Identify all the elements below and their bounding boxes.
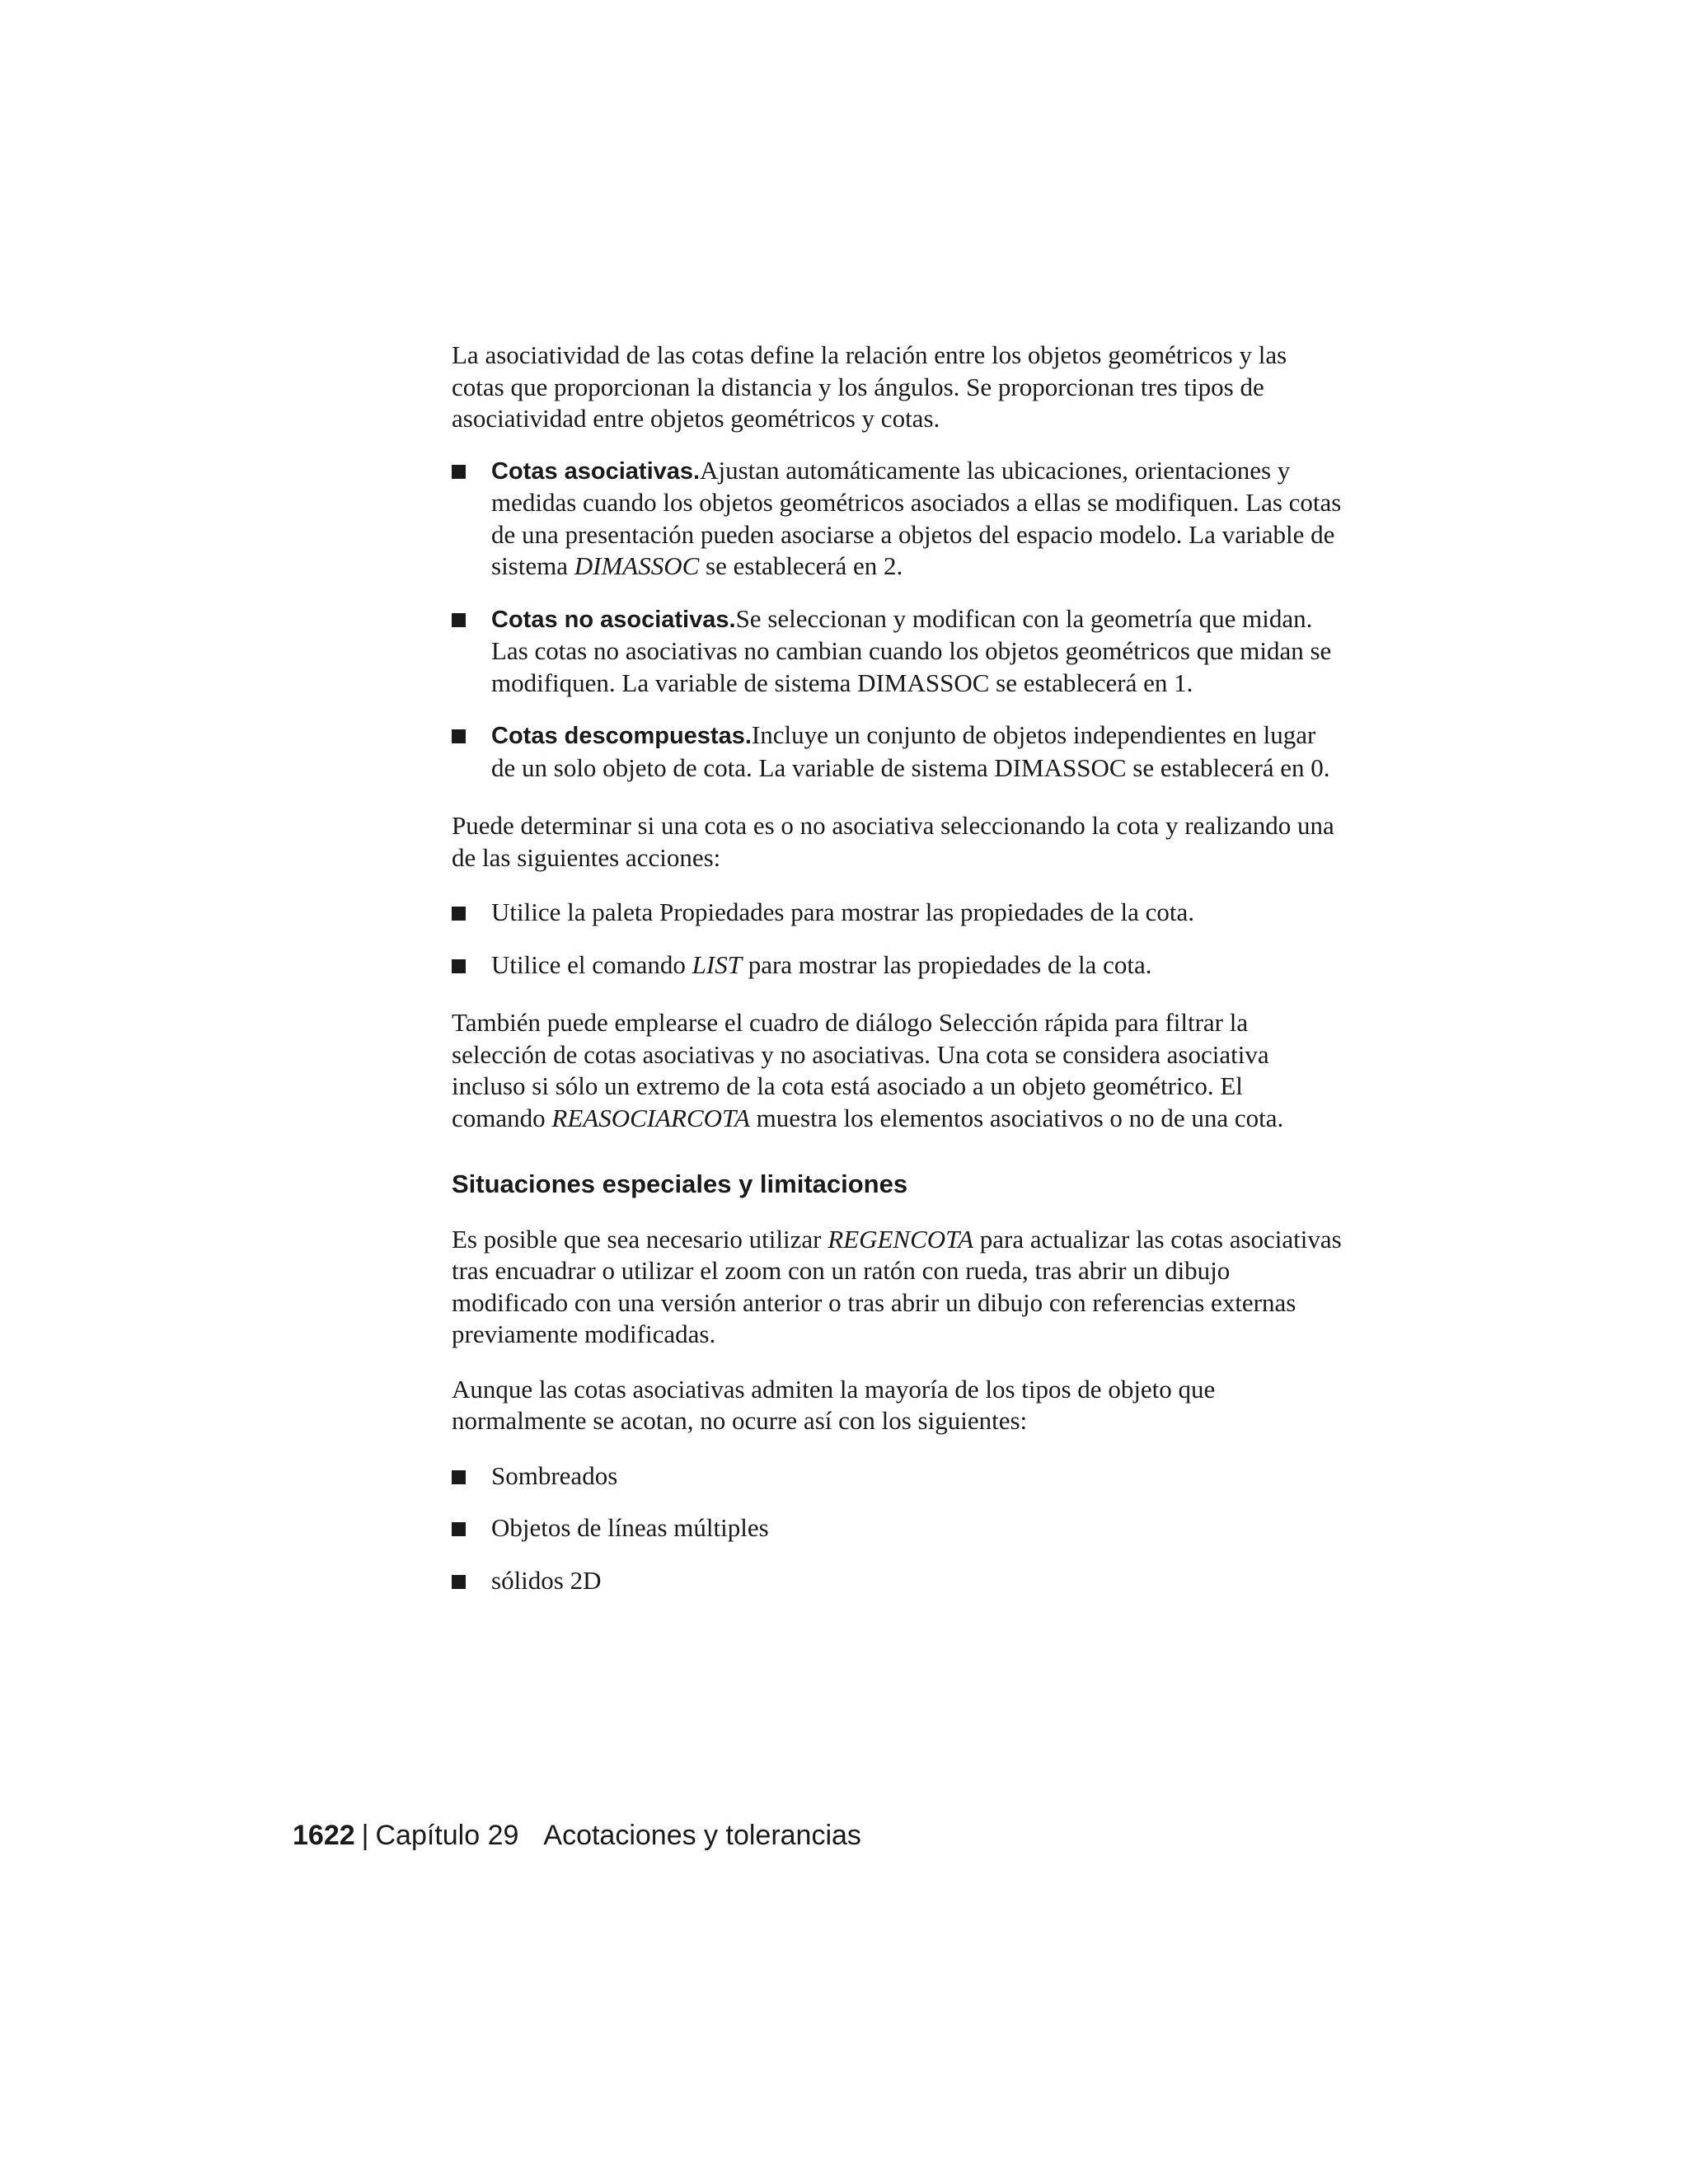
- command-name: REGENCOTA: [828, 1224, 974, 1254]
- command-name: REASOCIARCOTA: [551, 1103, 750, 1132]
- determine-paragraph: Puede determinar si una cota es o no asociativa seleccionando la cota y realizando una de las siguientes acciones:: [452, 811, 1334, 872]
- paragraph-text: También puede emplearse el cuadro de diálogo Selección rápida para filtrar la selección de cotas asociativas y no asociativas. Una cota se considera asociativa incluso si sólo un extremo de la cota está asociado a un objeto geométrico. El comando: [452, 1008, 1269, 1132]
- quick-select-paragraph: [452, 1007, 1342, 1134]
- list-item: [452, 603, 1342, 700]
- command-name: LIST: [692, 949, 742, 979]
- term-description-end: se establecerá en 2.: [699, 551, 903, 580]
- list-item-text: Objetos de líneas múltiples: [491, 1513, 769, 1542]
- unsupported-objects-list: [452, 1460, 1342, 1597]
- term-non-associative: Cotas no asociativas.: [491, 606, 736, 633]
- chapter-label: Capítulo 29: [375, 1820, 519, 1851]
- list-item: [452, 1565, 1342, 1597]
- list-item-text: sólidos 2D: [491, 1565, 602, 1595]
- square-bullet-icon: [452, 907, 466, 921]
- intro-paragraph: La asociatividad de las cotas define la relación entre los objetos geométricos y las cotas que proporcionan la distancia y los ángulos. Se proporcionan tres tipos de asociatividad entre objetos geométricos y cotas.: [452, 340, 1287, 433]
- action-text: Utilice el comando: [491, 949, 692, 979]
- page-footer: [293, 1820, 861, 1852]
- paragraph-text-end: muestra los elementos asociativos o no de una cota.: [749, 1103, 1284, 1132]
- section-heading: Situaciones especiales y limitaciones: [452, 1169, 908, 1198]
- page-number: 1622: [293, 1820, 355, 1851]
- paragraph-text-end: para actualizar las cotas asociativas tras encuadrar o utilizar el zoom con un ratón con rueda, tras abrir un dibujo modificado con una versión anterior o tras abrir un dibujo con referencias externas previamente modificadas.: [452, 1224, 1342, 1348]
- list-item: [452, 455, 1342, 583]
- term-description: Ajustan automáticamente las ubicaciones, orientaciones y medidas cuando los objetos geométricos asociados a ellas se modifiquen. Las cotas de una presentación pueden asociarse a objetos del espacio modelo. La variable de sistema: [491, 455, 1342, 580]
- term-description: Se seleccionan y modifican con la geometría que midan. Las cotas no asociativas no cambian cuando los objetos geométricos que midan se modifiquen. La variable de sistema DIMASSOC se establecerá en 1.: [491, 603, 1332, 697]
- chapter-title: Acotaciones y tolerancias: [543, 1820, 861, 1851]
- square-bullet-icon: [452, 1470, 466, 1484]
- associativity-types-list: [452, 455, 1342, 785]
- square-bullet-icon: [452, 959, 466, 973]
- list-item: [452, 897, 1342, 929]
- list-item: [452, 719, 1342, 784]
- list-item: [452, 949, 1342, 982]
- list-item-text: Sombreados: [491, 1460, 618, 1490]
- limits-paragraph: Aunque las cotas asociativas admiten la mayoría de los tipos de objeto que normalmente se acotan, no ocurre así con los siguientes:: [452, 1374, 1216, 1435]
- action-text-end: para mostrar las propiedades de la cota.: [741, 949, 1152, 979]
- actions-list: [452, 897, 1342, 981]
- list-item: [452, 1512, 1342, 1544]
- square-bullet-icon: [452, 613, 466, 627]
- footer-separator: |: [361, 1820, 369, 1851]
- square-bullet-icon: [452, 1575, 466, 1589]
- paragraph-text: Es posible que sea necesario utilizar: [452, 1224, 828, 1254]
- action-text: Utilice la paleta Propiedades para mostrar las propiedades de la cota.: [491, 898, 1195, 926]
- square-bullet-icon: [452, 1522, 466, 1536]
- page-body: [452, 340, 1342, 1617]
- system-variable-name: DIMASSOC: [574, 551, 700, 580]
- square-bullet-icon: [452, 729, 466, 743]
- square-bullet-icon: [452, 465, 466, 479]
- list-item: [452, 1460, 1342, 1493]
- term-exploded: Cotas descompuestas.: [491, 723, 752, 749]
- term-description: Incluye un conjunto de objetos independientes en lugar de un solo objeto de cota. La variable de sistema DIMASSOC se establecerá en 0.: [491, 720, 1330, 782]
- regen-paragraph: [452, 1224, 1342, 1351]
- term-associative: Cotas asociativas.: [491, 457, 701, 485]
